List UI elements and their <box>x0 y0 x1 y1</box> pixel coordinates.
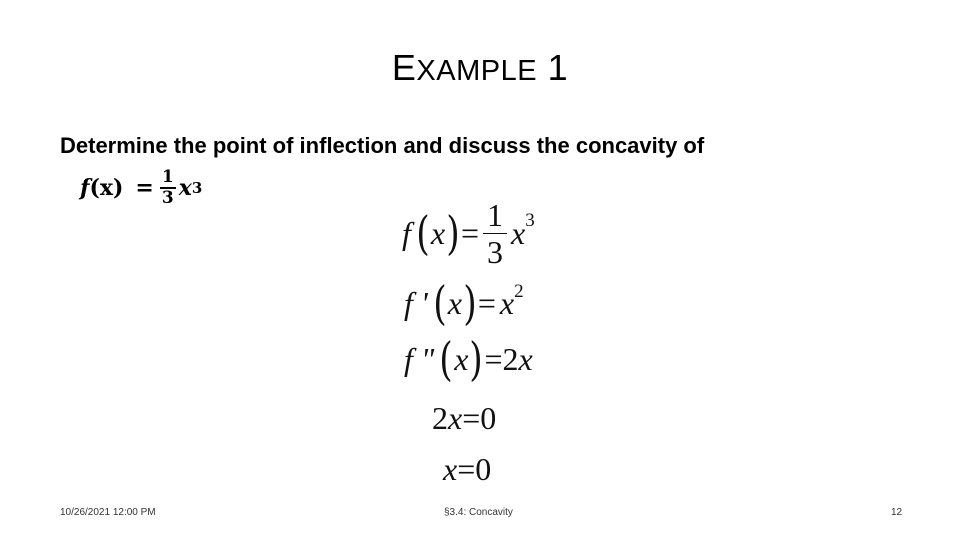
step1-equals: = <box>461 214 480 251</box>
step1-denominator: 3 <box>487 233 504 270</box>
step3-rhs: 2 <box>502 340 519 377</box>
step3-lhs: f " <box>404 340 435 377</box>
step2-open-paren: ( <box>432 276 447 330</box>
step2-lhs: f ' <box>404 284 428 321</box>
step2-close-paren: ) <box>463 276 477 330</box>
given-fraction <box>160 168 176 208</box>
step5-var: x <box>443 450 458 487</box>
step3-rhs-var: x <box>518 340 533 377</box>
title-number: 1 <box>547 47 569 88</box>
step1-exponent: 3 <box>525 210 535 231</box>
step2-rhs-var: x <box>499 284 515 321</box>
step1-rhs-var: x <box>511 214 526 251</box>
step3-var: x <box>454 340 469 377</box>
step2-var: x <box>447 284 462 321</box>
step3-close-paren: ) <box>469 332 484 386</box>
given-numerator: 1 <box>161 167 174 187</box>
step2-exponent: 2 <box>514 281 524 302</box>
problem-statement: Determine the point of inflection and discuss the concavity of <box>60 133 705 158</box>
equation-step-5 <box>443 449 491 489</box>
given-var: x <box>178 175 192 201</box>
footer-date: 10/26/2021 12:00 PM <box>60 507 156 518</box>
step4-coef: 2 <box>432 399 448 436</box>
step5-rhs: 0 <box>475 450 492 487</box>
given-denominator: 3 <box>161 188 174 208</box>
step1-fraction <box>483 196 507 270</box>
step1-numerator: 1 <box>483 199 507 234</box>
step3-open-paren: ( <box>439 332 454 386</box>
title-rest: XAMPLE <box>416 55 538 87</box>
step1-lhs: f <box>402 214 411 251</box>
step1-var: x <box>430 214 446 251</box>
equation-step-1 <box>402 196 535 270</box>
given-equals: = <box>135 175 154 201</box>
step2-equals: = <box>477 284 496 321</box>
footer-page-number: 12 <box>891 507 903 518</box>
given-function <box>80 162 202 214</box>
step1-close-paren: ) <box>446 206 460 260</box>
equation-step-4 <box>432 398 496 438</box>
given-arg: (x) <box>89 175 124 201</box>
given-exponent: 3 <box>191 179 203 197</box>
step4-var: x <box>448 399 463 436</box>
given-f: f <box>80 175 90 201</box>
footer-section: §3.4: Concavity <box>444 507 513 518</box>
step1-open-paren: ( <box>416 206 430 260</box>
step3-equals: = <box>484 340 503 377</box>
title-first-letter: E <box>391 47 417 88</box>
step5-equals: = <box>457 450 476 487</box>
step4-equals: = <box>462 399 481 436</box>
equation-step-3 <box>404 332 533 386</box>
equation-step-2 <box>404 276 524 330</box>
step4-rhs: 0 <box>480 399 497 436</box>
slide-title <box>0 44 960 95</box>
